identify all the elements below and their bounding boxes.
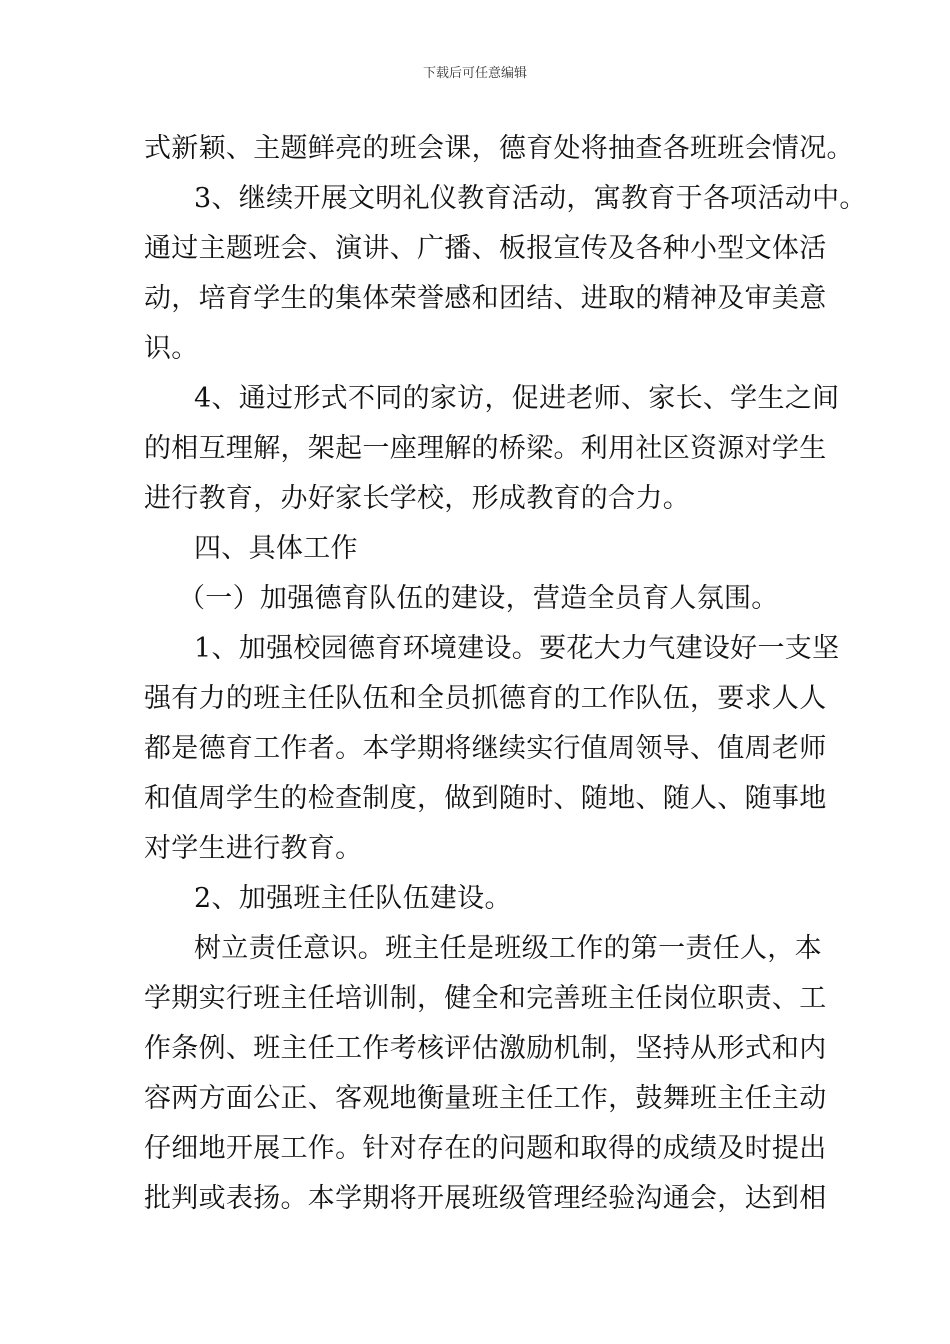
text-line: 批判或表扬。本学期将开展班级管理经验沟通会，达到相	[144, 1183, 827, 1214]
text-line: 对学生进行教育。	[144, 833, 363, 864]
text-line: 和值周学生的检查制度，做到随时、随地、随人、随事地	[144, 783, 827, 814]
text-line: 通过主题班会、演讲、广播、板报宣传及各种小型文体活	[144, 233, 827, 264]
text-line: 2、加强班主任队伍建设。	[194, 883, 512, 914]
text-line: 强有力的班主任队伍和全员抓德育的工作队伍，要求人人	[144, 683, 827, 714]
text-line: 3、继续开展文明礼仪教育活动，寓教育于各项活动中。	[194, 183, 867, 214]
text-line: 树立责任意识。班主任是班级工作的第一责任人，本	[194, 933, 822, 964]
text-line: 四、具体工作	[194, 533, 358, 564]
text-line: 作条例、班主任工作考核评估激励机制，坚持从形式和内	[144, 1033, 827, 1064]
text-line: 的相互理解，架起一座理解的桥梁。利用社区资源对学生	[144, 433, 827, 464]
text-line: 识。	[144, 333, 199, 364]
text-line: （一）加强德育队伍的建设，营造全员育人氛围。	[178, 583, 779, 614]
text-line: 1、加强校园德育环境建设。要花大力气建设好一支坚	[194, 633, 840, 664]
text-line: 仔细地开展工作。针对存在的问题和取得的成绩及时提出	[144, 1133, 827, 1164]
text-line: 4、通过形式不同的家访，促进老师、家长、学生之间	[194, 383, 840, 414]
text-line: 都是德育工作者。本学期将继续实行值周领导、值周老师	[144, 733, 827, 764]
text-line: 学期实行班主任培训制，健全和完善班主任岗位职责、工	[144, 983, 827, 1014]
text-line: 式新颖、主题鲜亮的班会课，德育处将抽查各班班会情况。	[144, 133, 854, 164]
document-body	[144, 124, 867, 1224]
page-header: 下载后可任意编辑	[422, 66, 527, 81]
text-line: 进行教育，办好家长学校，形成教育的合力。	[144, 483, 690, 514]
text-line: 动，培育学生的集体荣誉感和团结、进取的精神及审美意	[144, 283, 827, 314]
text-line: 容两方面公正、客观地衡量班主任工作，鼓舞班主任主动	[144, 1083, 827, 1114]
